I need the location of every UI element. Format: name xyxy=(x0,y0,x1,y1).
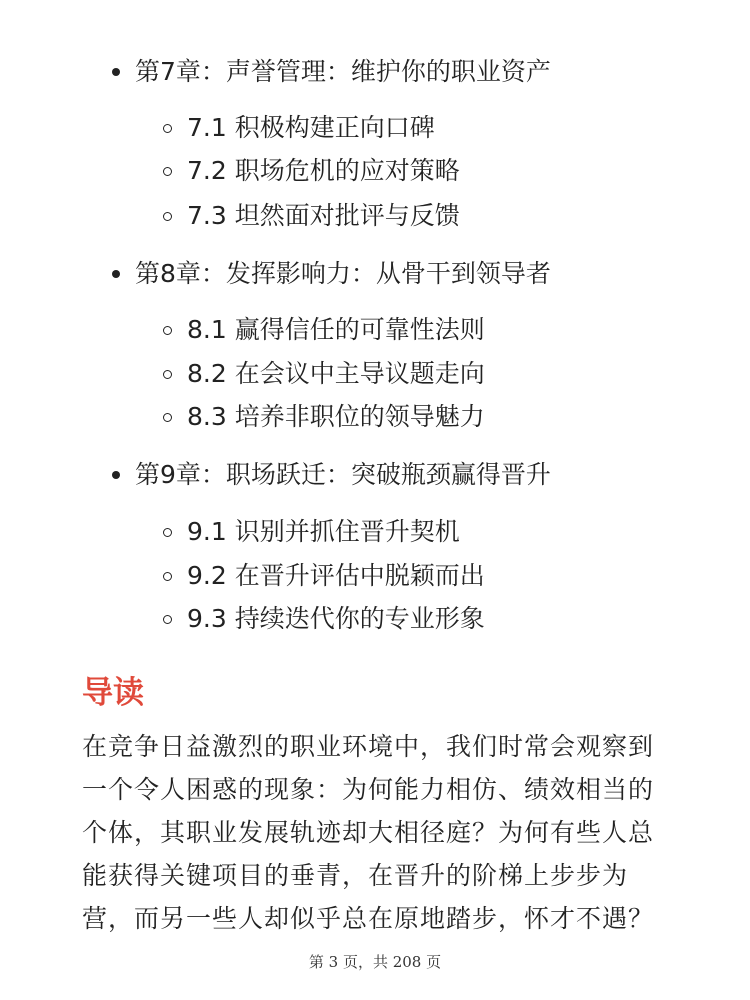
paragraph-line: 一个令人困惑的现象：为何能力相仿、绩效相当的 xyxy=(82,775,655,804)
outline-section-9-1 xyxy=(163,512,460,552)
bullet-circle-icon xyxy=(163,572,172,581)
bullet-circle-icon xyxy=(163,615,172,624)
page-number: 第 3 页，共 208 页 xyxy=(308,953,442,971)
section-title: 8.1 赢得信任的可靠性法则 xyxy=(187,315,485,344)
bullet-circle-icon xyxy=(163,413,172,422)
paragraph-line: 能获得关键项目的垂青，在晋升的阶梯上步步为 xyxy=(82,861,629,890)
section-title: 9.3 持续迭代你的专业形象 xyxy=(187,604,485,633)
section-title: 8.2 在会议中主导议题走向 xyxy=(187,359,485,388)
outline-section-7-1 xyxy=(163,108,435,148)
chapter-title: 第8章：发挥影响力：从骨干到领导者 xyxy=(135,259,551,288)
outline-chapter-7 xyxy=(112,52,551,92)
bullet-circle-icon xyxy=(163,370,172,379)
section-title: 7.1 积极构建正向口碑 xyxy=(187,113,435,142)
outline-section-9-2 xyxy=(163,556,485,596)
bullet-disc-icon xyxy=(112,68,120,76)
bullet-circle-icon xyxy=(163,124,172,133)
bullet-circle-icon xyxy=(163,212,172,221)
chapter-title: 第7章：声誉管理：维护你的职业资产 xyxy=(135,57,551,86)
outline-section-7-2 xyxy=(163,151,460,191)
section-heading: 导读 xyxy=(82,675,144,711)
chapter-title: 第9章：职场跃迁：突破瓶颈赢得晋升 xyxy=(135,460,551,489)
outline-section-9-3 xyxy=(163,599,485,639)
section-title: 9.2 在晋升评估中脱颖而出 xyxy=(187,561,485,590)
section-title: 7.3 坦然面对批评与反馈 xyxy=(187,201,460,230)
section-title: 9.1 识别并抓住晋升契机 xyxy=(187,517,460,546)
outline-section-8-3 xyxy=(163,397,485,437)
bullet-circle-icon xyxy=(163,167,172,176)
bullet-circle-icon xyxy=(163,528,172,537)
outline-section-8-2 xyxy=(163,354,485,394)
outline-section-8-1 xyxy=(163,310,485,350)
bullet-circle-icon xyxy=(163,326,172,335)
bullet-disc-icon xyxy=(112,270,120,278)
paragraph-line: 个体，其职业发展轨迹却大相径庭？为何有些人总 xyxy=(82,818,655,847)
outline-chapter-9 xyxy=(112,455,551,495)
paragraph-line: 在竞争日益激烈的职业环境中，我们时常会观察到 xyxy=(82,732,655,761)
outline-section-7-3 xyxy=(163,196,460,236)
bullet-disc-icon xyxy=(112,471,120,479)
section-title: 7.2 职场危机的应对策略 xyxy=(187,156,460,185)
outline-chapter-8 xyxy=(112,254,551,294)
section-title: 8.3 培养非职位的领导魅力 xyxy=(187,402,485,431)
paragraph-line: 营，而另一些人却似乎总在原地踏步，怀才不遇？ xyxy=(82,904,655,933)
